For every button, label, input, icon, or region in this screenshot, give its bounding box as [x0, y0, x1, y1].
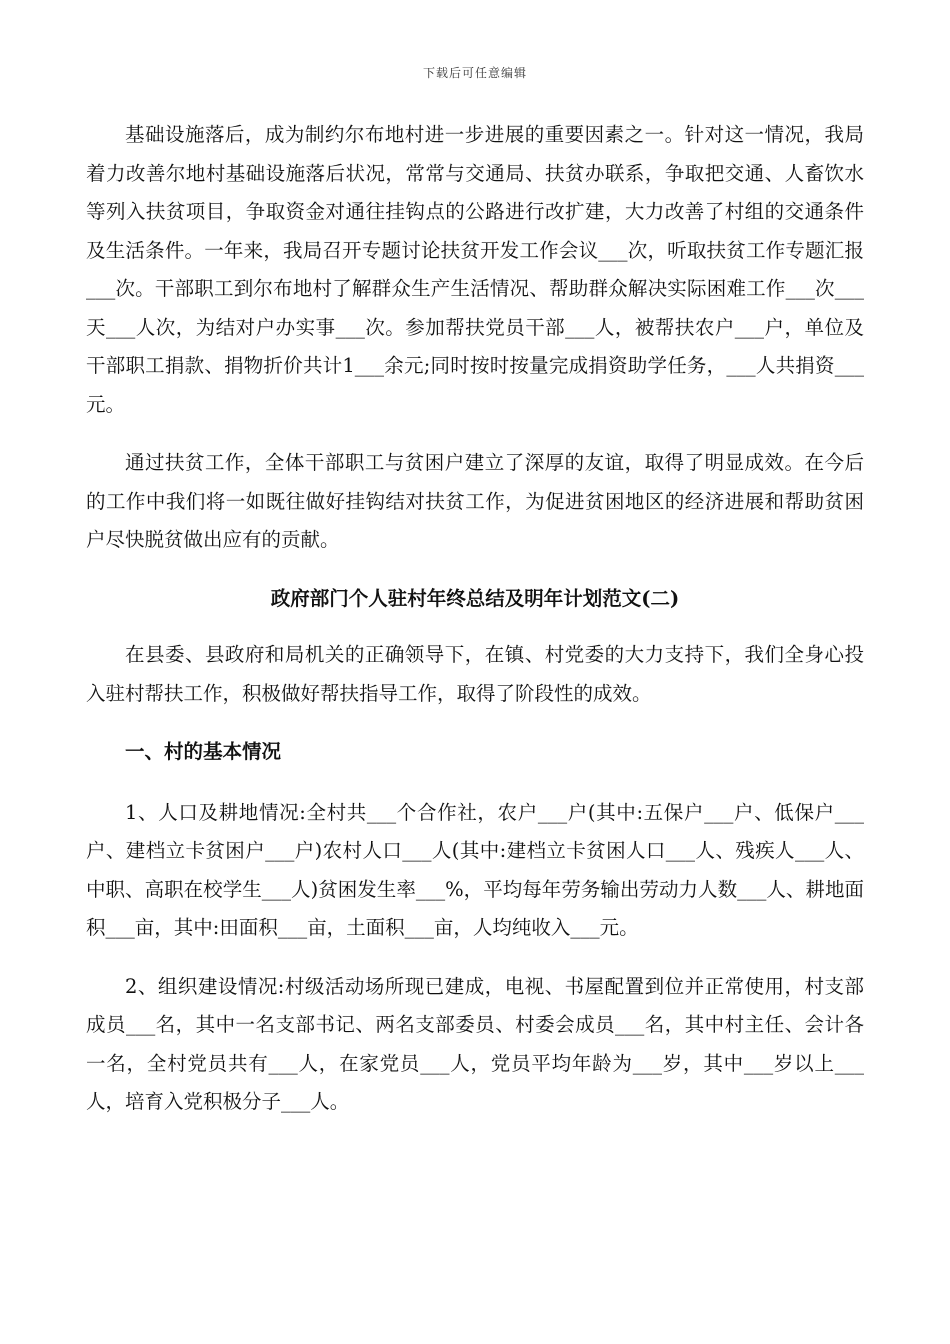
section-heading-village-basics: 一、村的基本情况	[125, 740, 282, 763]
page-header-watermark: 下载后可任意编辑	[422, 66, 527, 80]
paragraph-organization: 2、组织建设情况:村级活动场所现已建成，电视、书屋配置到位并正常使用，村支部成员___名，其中一名支部书记、两名支部委员、村委会成员___名，其中村主任、会计各一名，全村党员共有___人，在家党员___人，党员平均年龄为___岁，其中___岁以上___人，培育入党积极分子___人。	[86, 974, 864, 1113]
document-title: 政府部门个人驻村年终总结及明年计划范文(二)	[270, 586, 680, 610]
paragraph-intro: 在县委、县政府和局机关的正确领导下，在镇、村党委的大力支持下，我们全身心投入驻村帮扶工作，积极做好帮扶指导工作，取得了阶段性的成效。	[86, 643, 864, 705]
paragraph-infrastructure: 基础设施落后，成为制约尔布地村进一步进展的重要因素之一。针对这一情况，我局着力改善尔地村基础设施落后状况，常常与交通局、扶贫办联系，争取把交通、人畜饮水等列入扶贫项目，争取资金对通往挂钩点的公路进行改扩建，大力改善了村组的交通条件及生活条件。一年来，我局召开专题讨论扶贫开发工作会议___次，听取扶贫工作专题汇报___次。干部职工到尔布地村了解群众生产生活情况、帮助群众解决实际困难工作___次___天___人次，为结对户办实事___次。参加帮扶党员干部___人，被帮扶农户___户，单位及干部职工捐款、捐物折价共计1___余元;同时按时按量完成捐资助学任务，___人共捐资___元。	[86, 123, 864, 416]
document-body	[86, 116, 864, 1142]
paragraph-poverty-conclusion: 通过扶贫工作，全体干部职工与贫困户建立了深厚的友谊，取得了明显成效。在今后的工作中我们将一如既往做好挂钩结对扶贫工作，为促进贫困地区的经济进展和帮助贫困户尽快脱贫做出应有的贡献。	[86, 451, 864, 551]
paragraph-population-land: 1、人口及耕地情况:全村共___个合作社，农户___户(其中:五保户___户、低保户___户、建档立卡贫困户___户)农村人口___人(其中:建档立卡贫困人口___人、残疾人___人、中职、高职在校学生___人)贫困发生率___%，平均每年劳务输出劳动力人数___人、耕地面积___亩，其中:田面积___亩，土面积___亩，人均纯收入___元。	[86, 800, 864, 939]
